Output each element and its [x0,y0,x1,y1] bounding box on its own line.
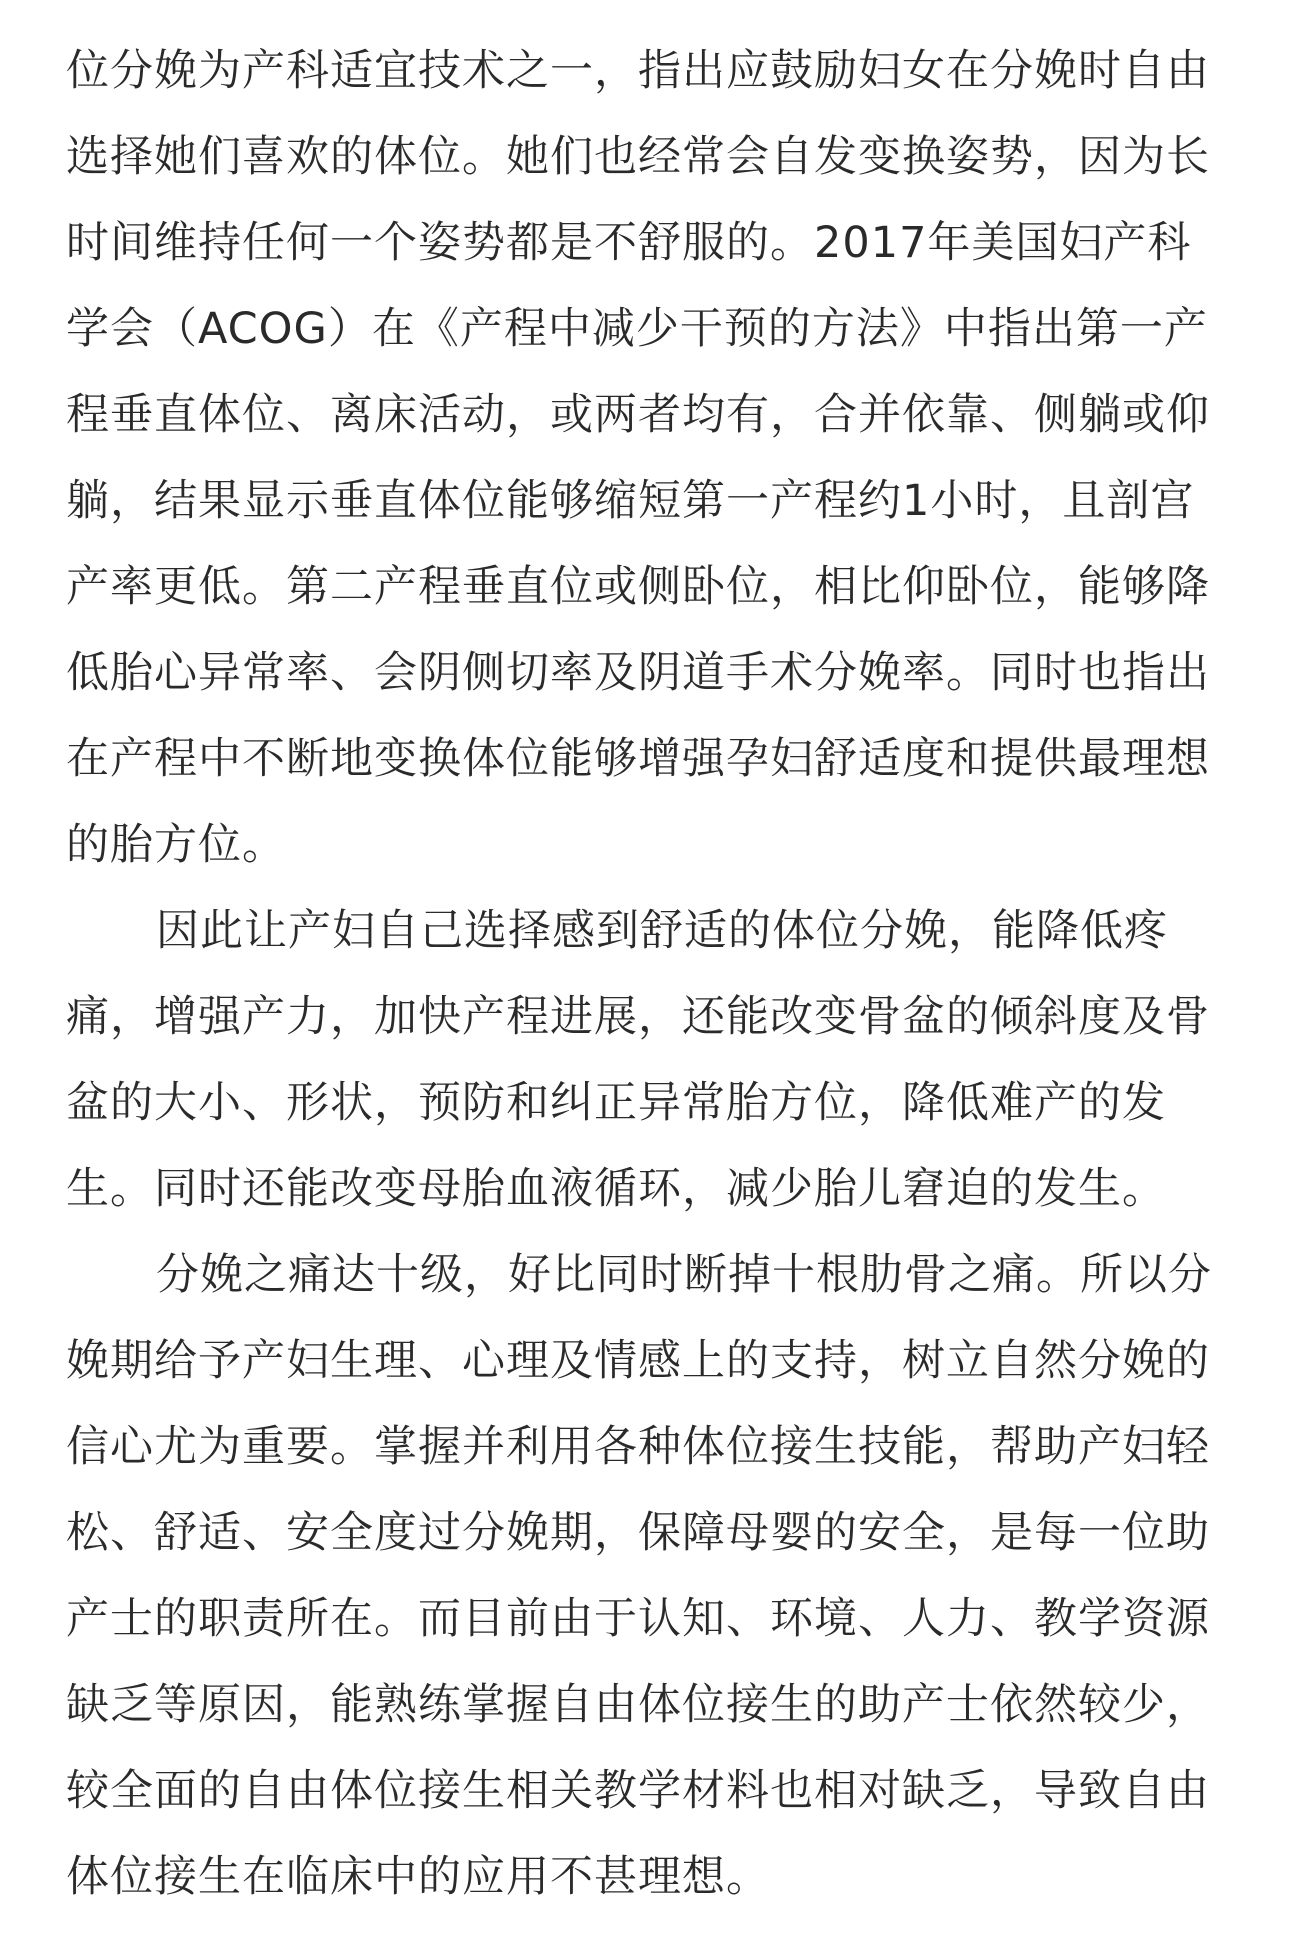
text-line: 产率更低。第二产程垂直位或侧卧位，相比仰卧位，能够降 [66,562,1210,612]
text-line: 松、舒适、安全度过分娩期，保障母婴的安全，是每一位助 [66,1508,1210,1558]
text-line: 信心尤为重要。掌握并利用各种体位接生技能，帮助产妇轻 [66,1422,1210,1472]
text-line: 体位接生在临床中的应用不甚理想。 [66,1852,770,1902]
text-line: 较全面的自由体位接生相关教学材料也相对缺乏，导致自由 [66,1766,1210,1816]
text-line: 痛，增强产力，加快产程进展，还能改变骨盆的倾斜度及骨 [66,992,1210,1042]
text-line: 位分娩为产科适宜技术之一，指出应鼓励妇女在分娩时自由 [66,46,1210,96]
text-line: 缺乏等原因，能熟练掌握自由体位接生的助产士依然较少， [66,1680,1210,1730]
text-line: 学会（ACOG）在《产程中减少干预的方法》中指出第一产 [66,304,1208,354]
text-line: 娩期给予产妇生理、心理及情感上的支持，树立自然分娩的 [66,1336,1210,1386]
text-line: 在产程中不断地变换体位能够增强孕妇舒适度和提供最理想 [66,734,1210,784]
paragraph-comfortable-position [66,888,1245,1232]
paragraph-midwife-support [66,1232,1245,1920]
text-line: 的胎方位。 [66,820,286,870]
text-line: 躺，结果显示垂直体位能够缩短第一产程约1小时，且剖宫 [66,476,1195,526]
text-line: 生。同时还能改变母胎血液循环，减少胎儿窘迫的发生。 [66,1164,1166,1214]
text-line: 时间维持任何一个姿势都是不舒服的。2017年美国妇产科 [66,218,1192,268]
paragraph-continuation [66,28,1245,888]
text-line: 程垂直体位、离床活动，或两者均有，合并依靠、侧躺或仰 [66,390,1210,440]
text-line: 盆的大小、形状，预防和纠正异常胎方位，降低难产的发 [66,1078,1166,1128]
text-line: 因此让产妇自己选择感到舒适的体位分娩，能降低疼 [156,906,1168,956]
text-line: 产士的职责所在。而目前由于认知、环境、人力、教学资源 [66,1594,1210,1644]
text-line: 选择她们喜欢的体位。她们也经常会自发变换姿势，因为长 [66,132,1210,182]
text-line: 分娩之痛达十级，好比同时断掉十根肋骨之痛。所以分 [156,1250,1212,1300]
text-line: 低胎心异常率、会阴侧切率及阴道手术分娩率。同时也指出 [66,648,1210,698]
